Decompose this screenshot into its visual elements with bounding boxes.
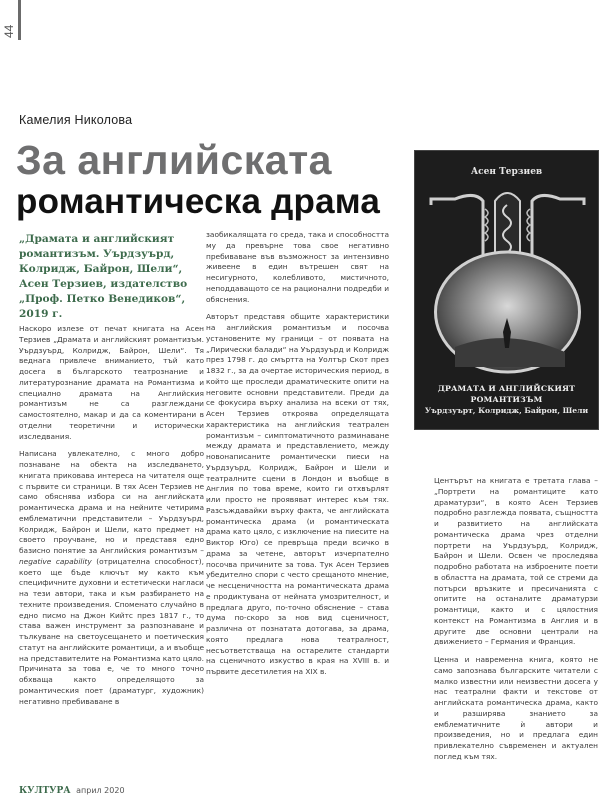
- column-middle: [206, 230, 389, 685]
- article-title-line2: романтическа драма: [16, 182, 381, 221]
- column-left: [19, 324, 204, 714]
- cover-author: Асен Терзиев: [470, 167, 543, 177]
- cover-title: ДРАМАТА И АНГЛИЙСКИЯТ РОМАНТИЗЪМ: [437, 384, 576, 404]
- cover-subtitle: Уърдзуърт, Колридж, Байрон, Шели: [424, 406, 589, 415]
- page-number-rule: [18, 0, 21, 40]
- paragraph: Авторът представя общите характеристики на английския романтизъм и посочва установените му граници – от появата на „Лирически балади“ на Уърдзуърд и Колридж през 1798 г. до смъртта на Уолтър Скот през 1832 г., за да очертае историческия период, в който ще проследи драматическите опити на неговите основни представители. Преди да се фокусира върху анализа на всеки от тях, Асен Терзиев откроява определящата характеристика на английския театрален романтизъм – симптоматичното разминаване между драмата и представлението, между новонаписаните романтически пиеси на Уърдзуърд, Колридж, Байрон и Шели и театралните сцени в Лондон и въобще в Англия по това време, които ги отхвърлят или просто не проявяват интерес към тях. Разсъждавайки върху факта, че английската романтическа драма (и романтическата драма като цяло, с изключение на пиесите на Виктор Юго) се превръща преди всичко в драма за четене, авторът изчерпателно посочва причините за това. Тук Асен Терзиев убедително спори с често срещаното мнение, че несценичността на романтическата драма е продиктувана от нейната умозрителност, и предлага друго, по-точно обяснение – става дума по-скоро за нов вид сценичност, различна от познатата дотогава, за драма, която предлага нова театралност, несъответстваща на остарелите стандарти на сценичното изкуство в края на XVIII в. и първите десетилетия на XIX в.: [206, 312, 389, 676]
- book-citation: „Драмата и английският романтизъм. Уърдзуърд, Колридж, Байрон, Шели“, Асен Терзиев, издателство „Проф. Петко Венедиков“, 2019 г.: [19, 233, 188, 320]
- article-title-line1: За английската: [16, 137, 332, 183]
- magazine-name: КУЛТУРА: [19, 786, 71, 796]
- issue-date: април 2020: [76, 786, 125, 795]
- term-negative-capability: negative capability: [19, 556, 92, 566]
- book-cover-image: [414, 150, 599, 430]
- paragraph: заобикалящата го среда, така и способността му да превърне това свое негативно пребиваване във възможност за интензивно живеене в един вътрешен свят на несигурното, колебливото, мистичното, неподдаващото се на рационални подредби и обяснения.: [206, 230, 389, 304]
- column-right: [434, 476, 598, 770]
- paragraph: Центърът на книгата е третата глава – „Портрети на романтиците като драматурзи“, в която Асен Терзиев подробно разглежда появата, същността и развитието на английската романтическа драма чрез отделни портрети на Уърдзуърд, Колридж, Байрон и Шели. Освен че проследява подробно работата на изброените поети в областта на драмата, той се стреми да потърси връзките и пресичанията с опитите на останалите драматурзи романтици, както и с цялостния контекст на Романтизма в Англия и в другите две основни централи на движението – Германия и Франция.: [434, 476, 598, 647]
- page-number: 44: [2, 24, 16, 38]
- article-author: Камелия Николова: [19, 113, 133, 127]
- cover-ornament-illustration: [425, 187, 590, 377]
- paragraph: Ценна и навременна книга, която не само запознава българските читатели с малко известни или неизвестни досега у нас театрални факти и текстове от английската романтическа драма, както и разширява знанието за емблематичните ѝ автори и произведения, но и предлага един привлекателно съвременен и актуален поглед към тях.: [434, 655, 598, 761]
- page-footer: [19, 786, 125, 796]
- paragraph: Наскоро излезе от печат книгата на Асен Терзиев „Драмата и английският романтизъм. Уърдзуърд, Колридж, Байрон, Шели“. Тя веднага привлече вниманието, тъй като досега в българското театрознание и литературознание драмата на Романтизма и специално драмата на Английския романтизъм не са разглеждани самостоятелно, макар и да са коментирани в отделни теоретични и исторически изследвания.: [19, 324, 204, 441]
- paragraph: Написана увлекателно, с много добро познаване на обекта на изследването, книгата приковава интереса на читателя още с първите си страници. В тях Асен Терзиев не само обяснява избора си на английската романтическа драма и на нейните четирима емблематични представители – Уърдзуърд, Колридж, Байрон и Шели, като предмет на своето проучване, но и представя едно базисно понятие за Английския романтизъм – negative capability (отрицателна способност), което ще бъде ключът му както към специфичните духовни и естетически нагласи на тези автори, така и към разбирането на техните произведения. Споменато случайно в едно писмо на Джон Кийтс през 1817 г., то става важен инструмент за разпознаване и тълкуване на светоусещането и поетическия статут на английските романтици, а и въобще на представителите на Романтизма като цяло. Причината за това е, че то много точно обхваща както определящото за романтическия поет (драматург, художник) негативно пребиваване в: [19, 449, 204, 706]
